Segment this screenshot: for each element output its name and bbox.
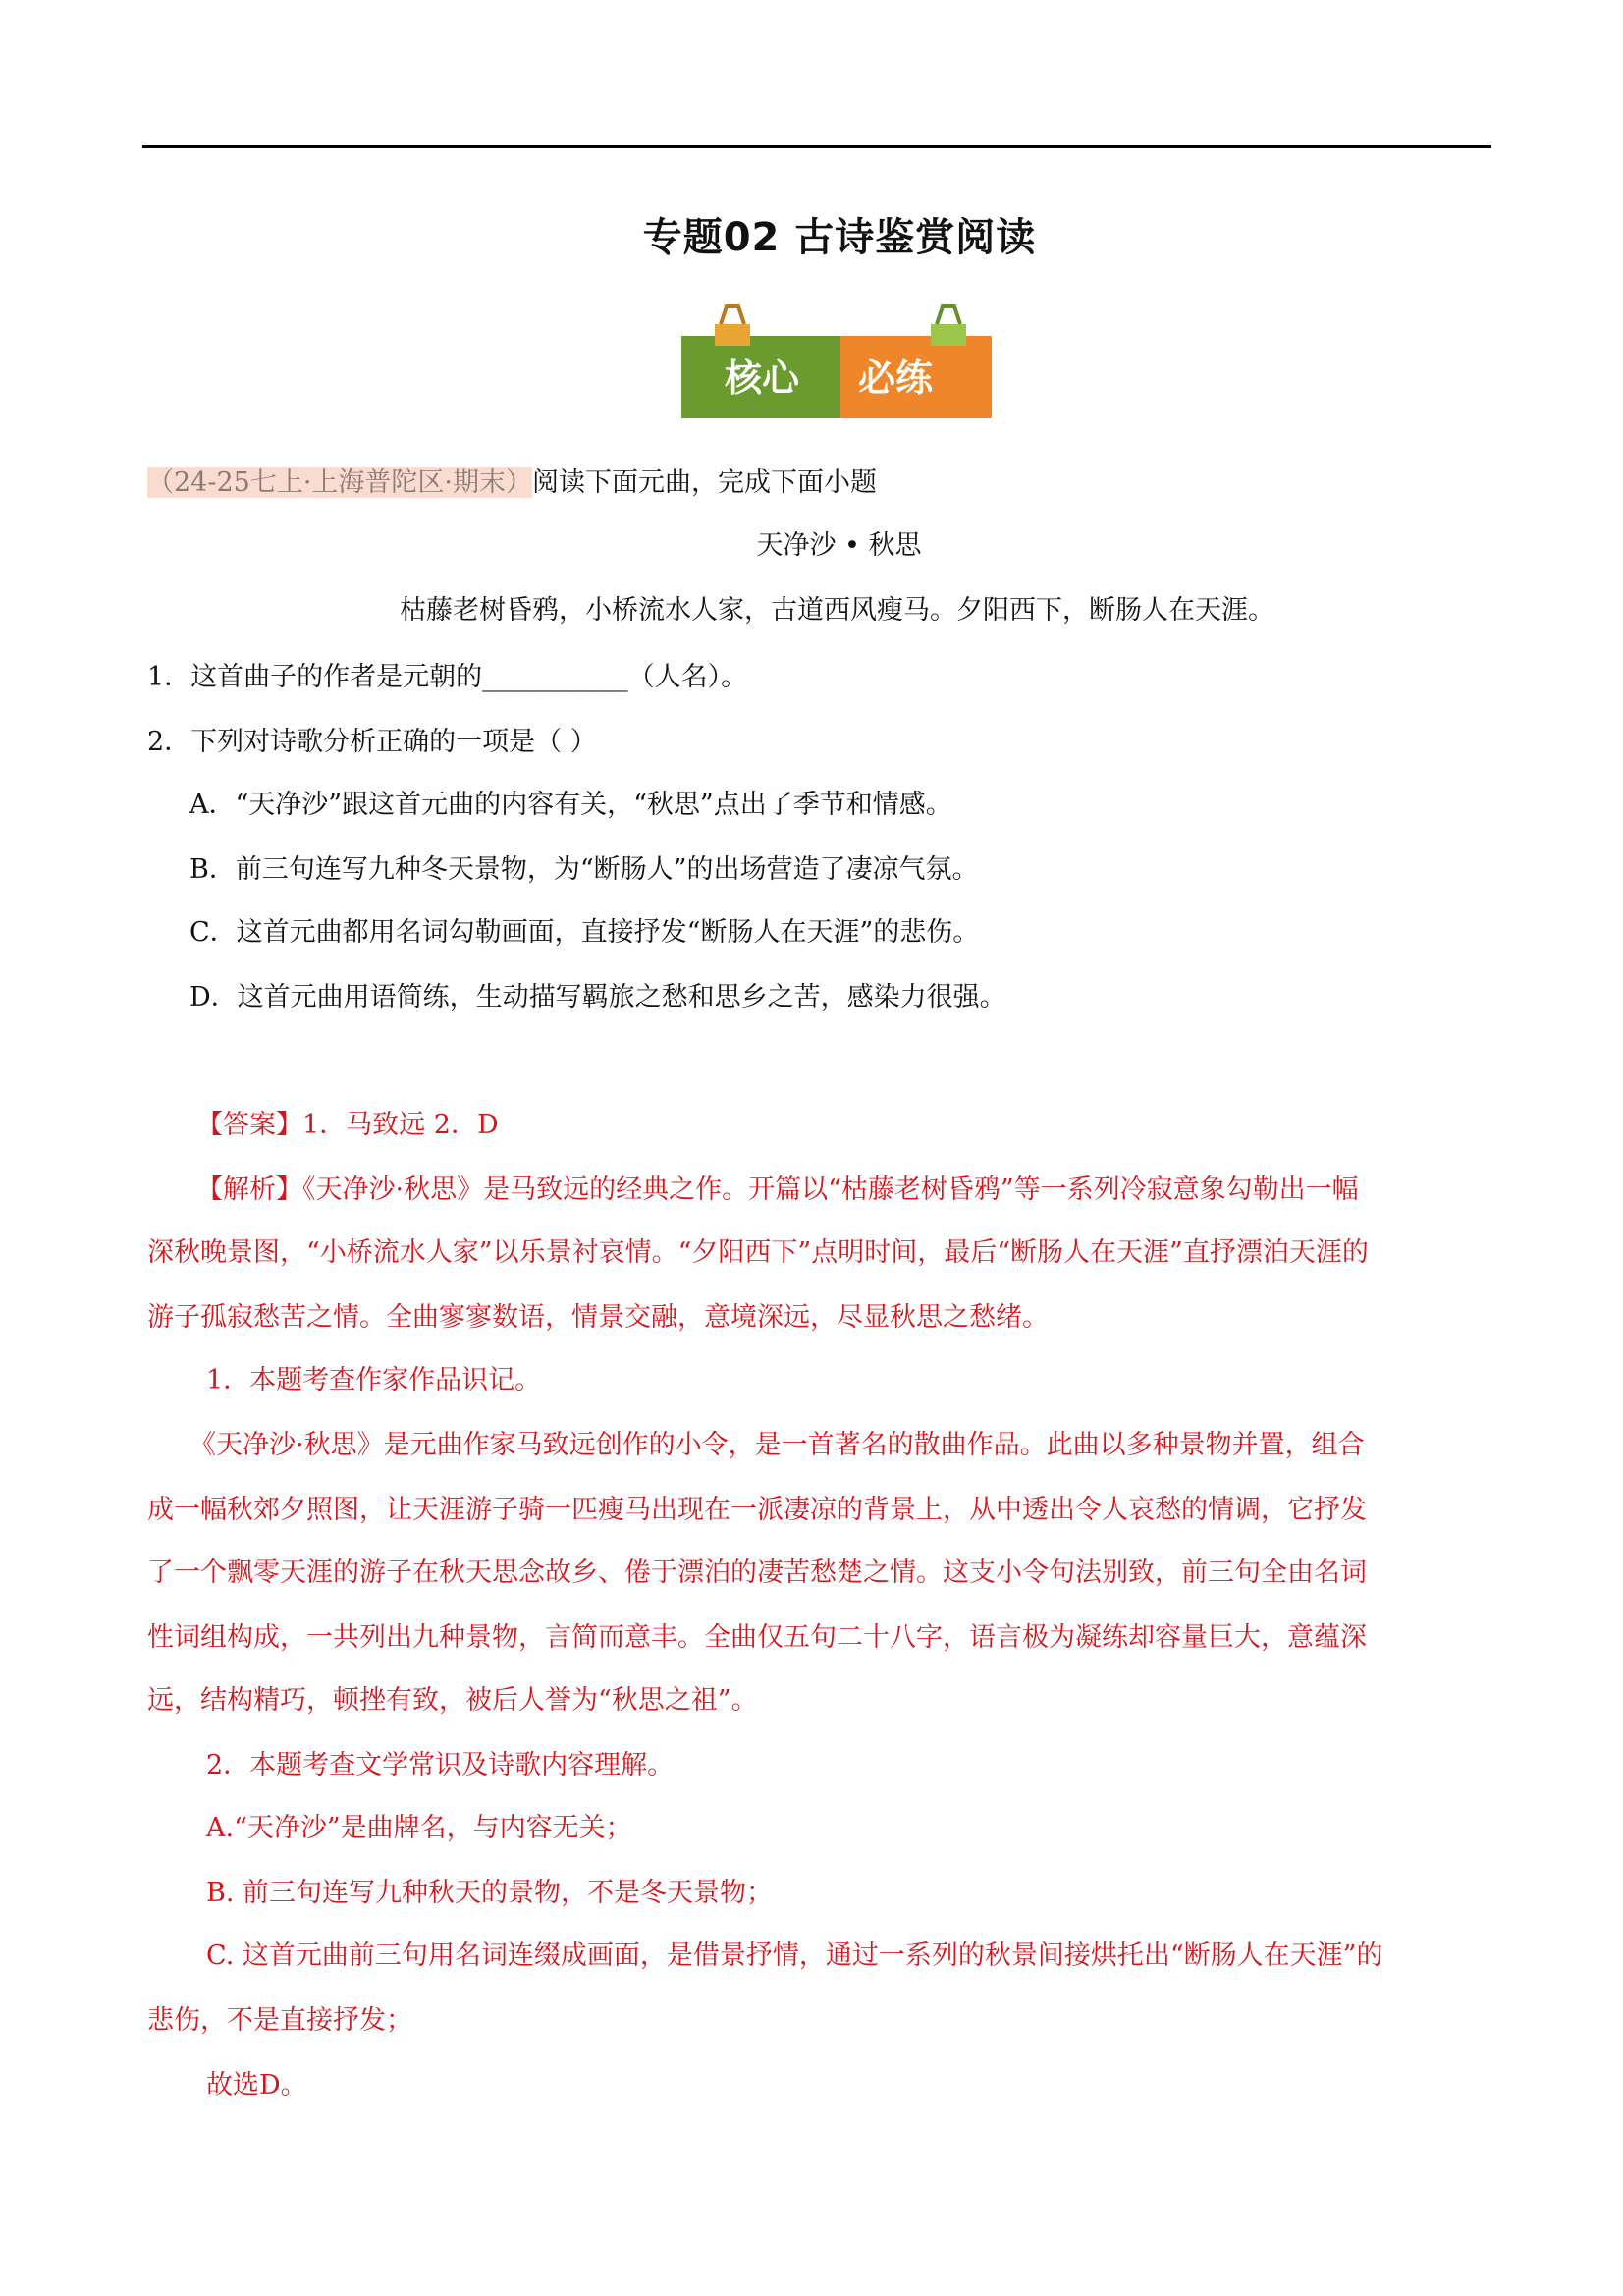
- question-intro: [147, 464, 877, 503]
- part1-line: 《天净沙·秋思》是元曲作家马致远创作的小令，是一首著名的散曲作品。此曲以多种景物并置，组合: [189, 1430, 1365, 1460]
- part1-line: 了一个飘零天涯的游子在秋天思念故乡、倦于漂泊的凄苦愁楚之情。这支小令句法别致，前三句全由名词: [147, 1558, 1367, 1588]
- part1-line: 性词组构成，一共列出九种景物，言简而意丰。全曲仅五句二十八字，语言极为凝练却容量巨大，意蕴深: [147, 1622, 1367, 1653]
- poem-title: 天净沙 • 秋思: [756, 530, 922, 561]
- source-tag: （24-25七上·上海普陀区·期末）: [147, 467, 533, 498]
- poem-text: 枯藤老树昏鸦，小桥流水人家，古道西风瘦马。夕阳西下，断肠人在天涯。: [400, 595, 1274, 626]
- core-practice-badge: [677, 302, 992, 418]
- part1-heading: 1．本题考查作家作品识记。: [206, 1365, 542, 1395]
- badge-right-text: 必练: [857, 356, 934, 400]
- option-d: D．这首元曲用语简练，生动描写羁旅之愁和思乡之苦，感染力很强。: [189, 982, 1006, 1012]
- question-2: 2．下列对诗歌分析正确的一项是（ ）: [147, 727, 597, 757]
- part1-line: 远，结构精巧，顿挫有致，被后人誉为“秋思之祖”。: [147, 1685, 758, 1716]
- option-c: C．这首元曲都用名词勾勒画面，直接抒发“断肠人在天涯”的悲伤。: [189, 917, 980, 948]
- page-title: 专题02 古诗鉴赏阅读: [642, 215, 1037, 260]
- analysis-line: 深秋晚景图，“小桥流水人家”以乐景衬哀情。“夕阳西下”点明时间，最后“断肠人在天涯”直抒漂泊天涯的: [147, 1237, 1369, 1268]
- part2-b: B. 前三句连写九种秋天的景物，不是冬天景物；: [206, 1878, 774, 1908]
- part2-c: C. 这首元曲前三句用名词连缀成画面，是借景抒情，通过一系列的秋景间接烘托出“断肠人在天涯”的: [206, 1941, 1383, 1971]
- badge-left-text: 核心: [724, 356, 800, 400]
- part2-c: 悲伤，不是直接抒发；: [147, 2005, 412, 2036]
- binder-clip-icon: [931, 306, 966, 346]
- analysis-line: 【解析】《天净沙·秋思》是马致远的经典之作。开篇以“枯藤老树昏鸦”等一系列冷寂意象勾勒出一幅: [196, 1175, 1359, 1205]
- part2-a: A.“天净沙”是曲牌名，与内容无关；: [206, 1813, 632, 1843]
- part1-line: 成一幅秋郊夕照图，让天涯游子骑一匹瘦马出现在一派凄凉的背景上，从中透出令人哀愁的情调，它抒发: [147, 1495, 1367, 1525]
- answer-line: 【答案】1．马致远 2．D: [196, 1110, 499, 1140]
- part2-heading: 2．本题考查文学常识及诗歌内容理解。: [206, 1750, 675, 1780]
- question-instruction: 阅读下面元曲，完成下面小题: [532, 467, 878, 498]
- conclusion: 故选D。: [206, 2070, 307, 2101]
- option-b: B．前三句连写九种冬天景物，为“断肠人”的出场营造了凄凉气氛。: [189, 854, 979, 885]
- binder-clip-icon: [715, 306, 750, 346]
- option-a: A．“天净沙”跟这首元曲的内容有关，“秋思”点出了季节和情感。: [189, 790, 952, 820]
- analysis-line: 游子孤寂愁苦之情。全曲寥寥数语，情景交融，意境深远，尽显秋思之愁绪。: [147, 1302, 1049, 1333]
- question-1: 1．这首曲子的作者是元朝的___________（人名）。: [147, 662, 748, 692]
- header-rule: [142, 145, 1491, 148]
